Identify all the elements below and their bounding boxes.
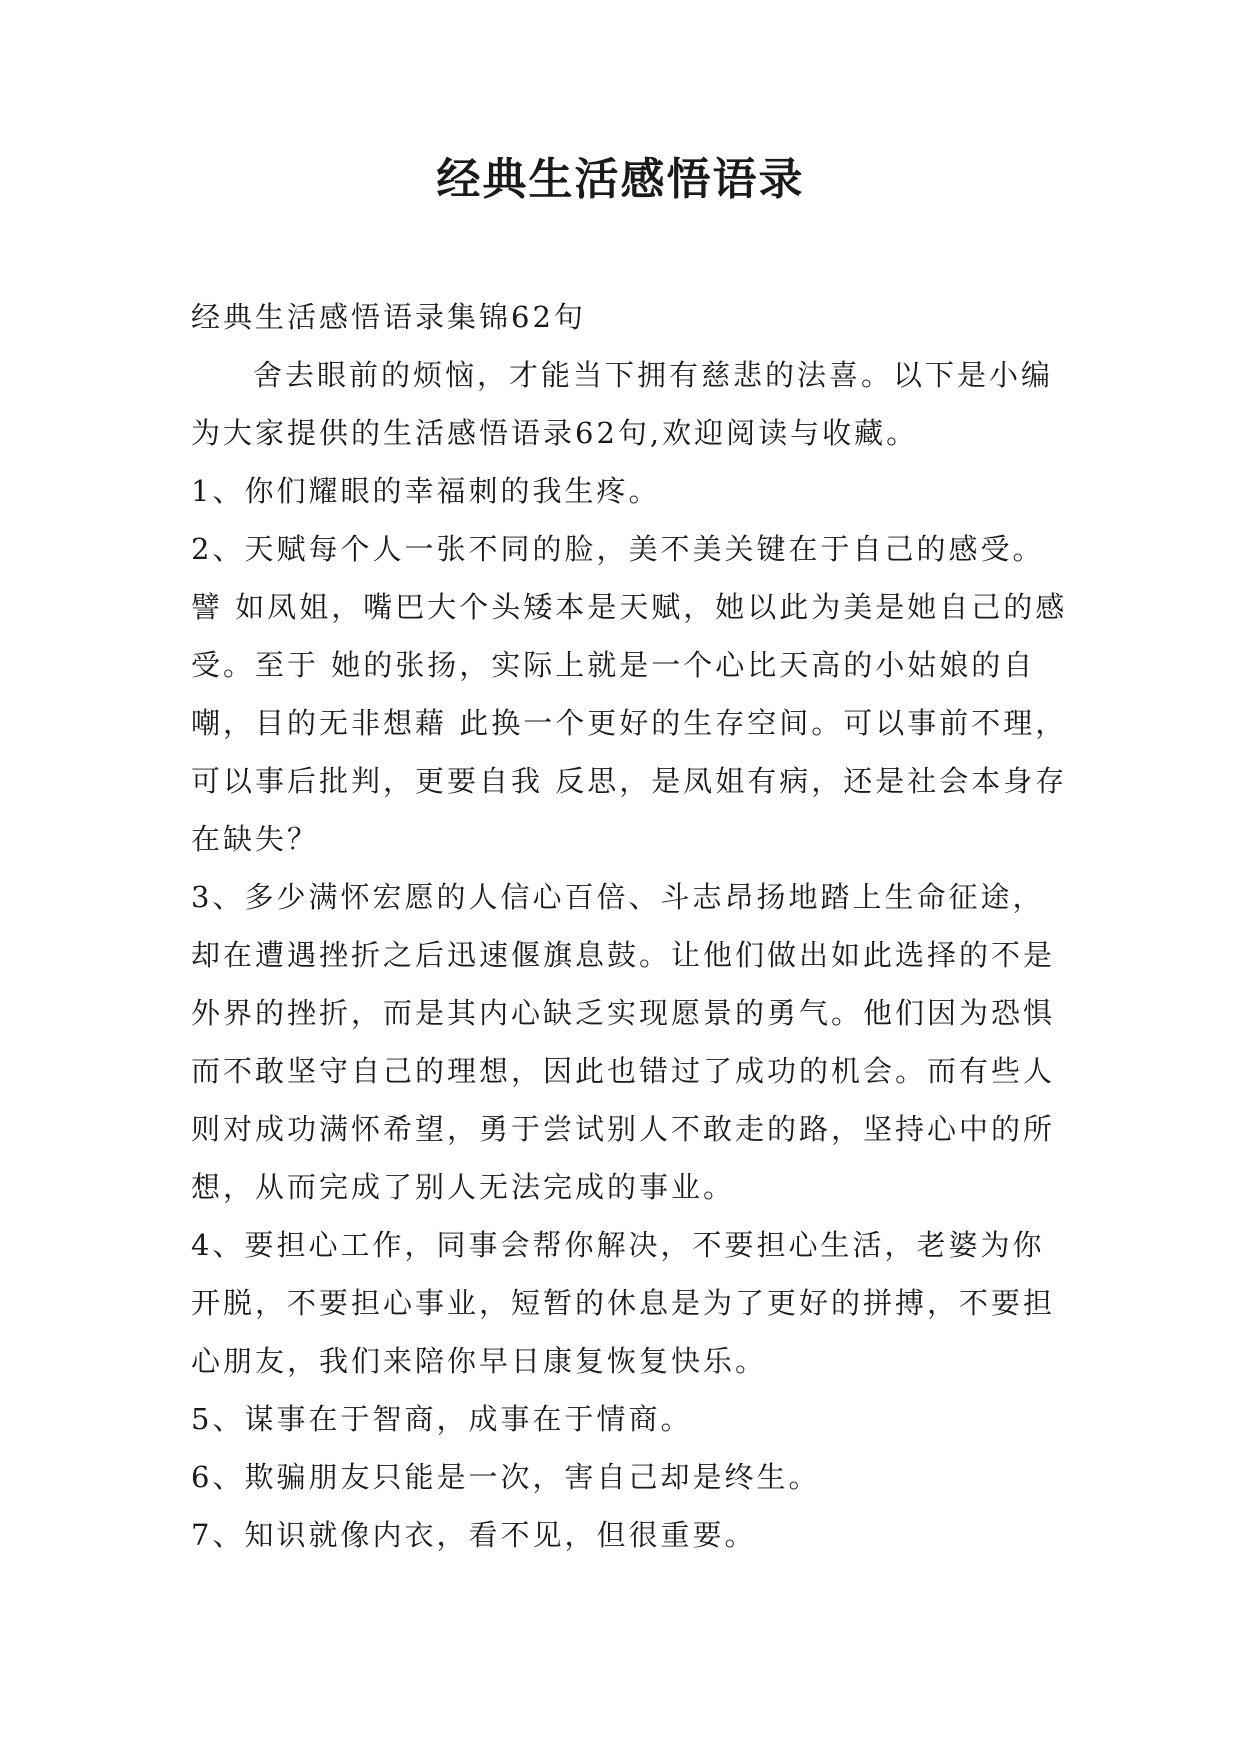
quote-item-3: 3、多少满怀宏愿的人信心百倍、斗志昂扬地踏上生命征途，却在遭遇挫折之后迅速偃旗息鼓。让他们做出如此选择的不是外界的挫折，而是其内心缺乏实现愿景的勇气。他们因为恐惧而不敢坚守自己的理想，因此也错过了成功的机会。而有些人则对成功满怀希望，勇于尝试别人不敢走的路，坚持心中的所想，从而完成了别人无法完成的事业。 <box>191 880 1056 1204</box>
document-body <box>191 288 1071 1564</box>
intro-paragraph: 舍去眼前的烦恼，才能当下拥有慈悲的法喜。以下是小编为大家提供的生活感悟语录62句,欢迎阅读与收藏。 <box>191 358 1054 450</box>
quote-item-1: 1、你们耀眼的幸福刺的我生疼。 <box>191 474 661 508</box>
quote-item-4: 4、要担心工作，同事会帮你解决，不要担心生活，老婆为你开脱，不要担心事业，短暂的休息是为了更好的拼搏，不要担心朋友，我们来陪你早日康复恢复快乐。 <box>191 1228 1056 1378</box>
quote-item-5: 5、谋事在于智商，成事在于情商。 <box>191 1402 693 1436</box>
quote-item-6: 6、欺骗朋友只能是一次，害自己却是终生。 <box>191 1460 821 1494</box>
subtitle: 经典生活感悟语录集锦62句 <box>191 300 586 334</box>
quote-item-7: 7、知识就像内衣，看不见，但很重要。 <box>191 1518 757 1552</box>
document-title: 经典生活感悟语录 <box>436 154 805 205</box>
quote-item-2: 2、天赋每个人一张不同的脸，美不美关键在于自己的感受。譬 如凤姐，嘴巴大个头矮本是天赋，她以此为美是她自己的感受。至于 她的张扬，实际上就是一个心比天高的小姑娘的自嘲，目的无非想藉 此换一个更好的生存空间。可以事前不理，可以事后批判，更要自我 反思，是凤姐有病，还是社会本身存在缺失？ <box>191 532 1068 856</box>
